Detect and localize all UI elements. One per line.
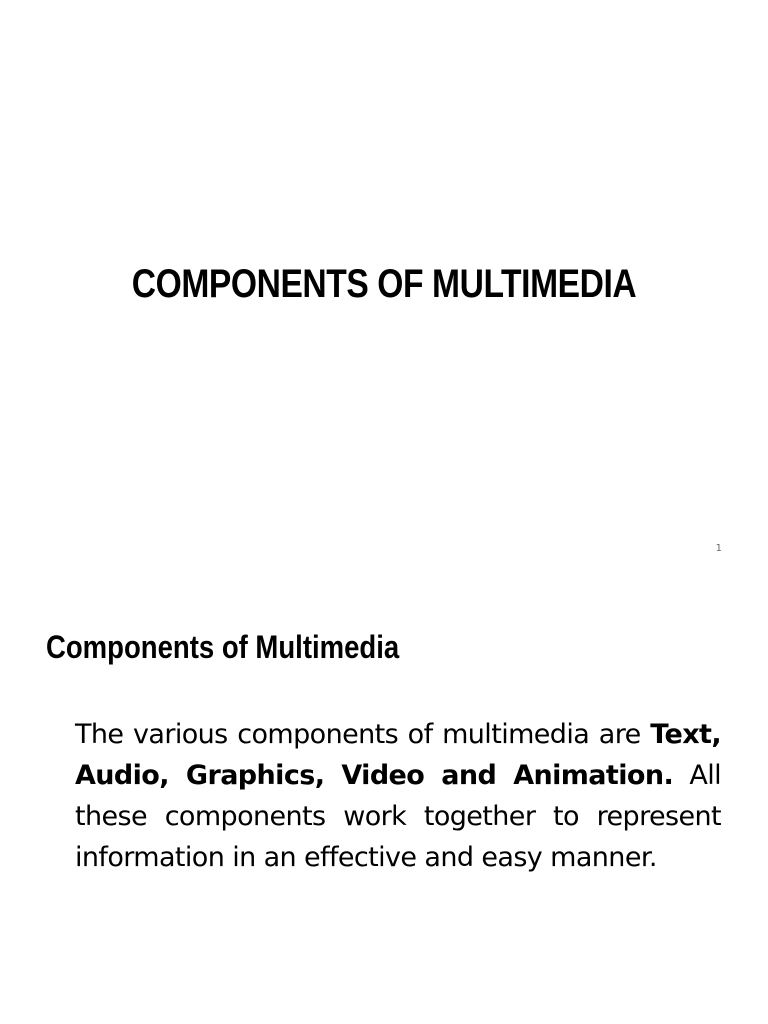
body-rest: All these components work together to represent information in an effective and easy manner. bbox=[75, 760, 722, 873]
slide-2 bbox=[0, 576, 768, 1024]
slide-title: COMPONENTS OF MULTIMEDIA bbox=[131, 262, 637, 306]
body-intro: The various components of multimedia are bbox=[75, 719, 641, 750]
page-number: 1 bbox=[715, 543, 722, 554]
section-title: Components of Multimedia bbox=[46, 629, 400, 665]
body-components-list: Text, Audio, Graphics, Video and Animation. bbox=[75, 719, 721, 791]
body-paragraph bbox=[75, 714, 721, 878]
